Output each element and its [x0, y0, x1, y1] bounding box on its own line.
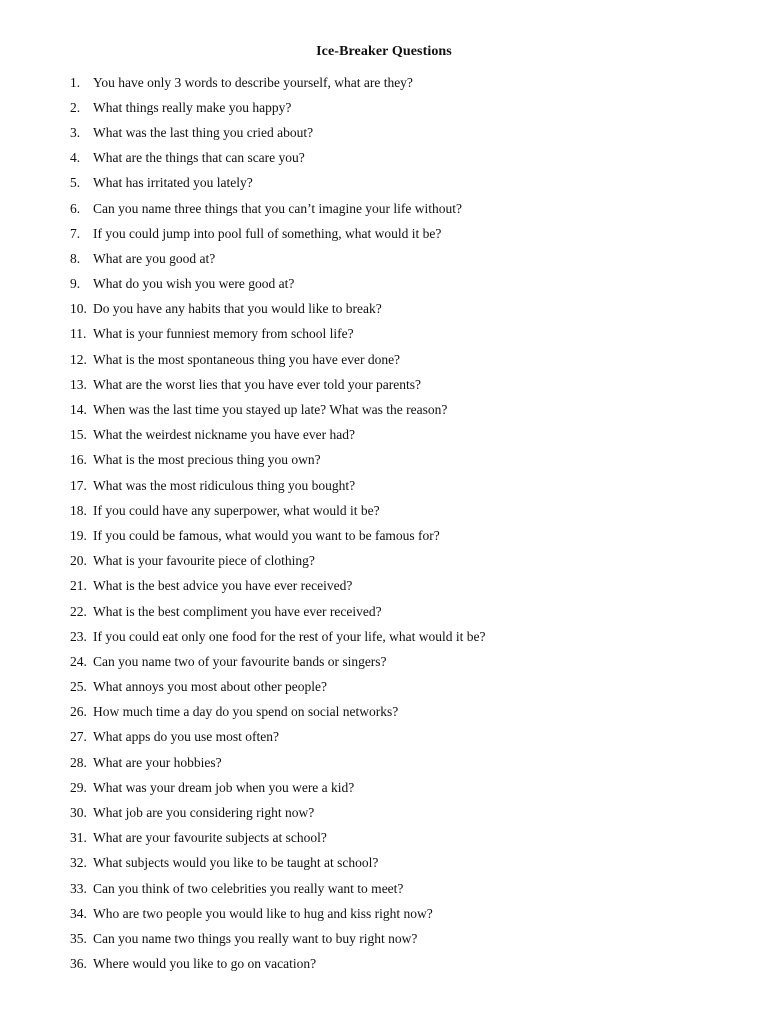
question-number: 3.	[70, 124, 81, 140]
question-text: What is the best compliment you have ever received?	[93, 603, 382, 619]
question-number: 33.	[70, 880, 87, 896]
question-item	[70, 725, 750, 750]
question-item	[70, 120, 750, 145]
question-item	[70, 423, 750, 448]
question-item	[70, 926, 750, 951]
question-item	[70, 876, 750, 901]
question-text: What are your hobbies?	[93, 754, 222, 770]
question-number: 22.	[70, 603, 87, 619]
question-number: 13.	[70, 376, 87, 392]
question-text: If you could have any superpower, what would it be?	[93, 502, 380, 518]
question-number: 16.	[70, 452, 87, 468]
question-item	[70, 750, 750, 775]
question-number: 21.	[70, 578, 87, 594]
question-number: 23.	[70, 628, 87, 644]
question-number: 9.	[70, 276, 81, 292]
question-number: 2.	[70, 99, 81, 115]
question-item	[70, 775, 750, 800]
question-number: 32.	[70, 855, 87, 871]
question-number: 11.	[70, 326, 87, 342]
question-item	[70, 574, 750, 599]
question-item	[70, 952, 750, 977]
question-number: 35.	[70, 930, 87, 946]
question-text: What was your dream job when you were a kid?	[93, 779, 355, 795]
question-item	[70, 901, 750, 926]
question-text: How much time a day do you spend on social networks?	[93, 704, 399, 720]
question-text: What are the worst lies that you have ever told your parents?	[93, 376, 422, 392]
question-number: 4.	[70, 150, 81, 166]
question-text: What are the things that can scare you?	[93, 150, 305, 166]
question-number: 18.	[70, 502, 87, 518]
question-list	[70, 70, 750, 977]
question-text: What annoys you most about other people?	[93, 679, 327, 695]
question-item	[70, 171, 750, 196]
question-text: Can you think of two celebrities you really want to meet?	[93, 880, 404, 896]
question-item	[70, 272, 750, 297]
question-text: Can you name two things you really want to buy right now?	[93, 930, 418, 946]
question-number: 34.	[70, 905, 87, 921]
question-number: 1.	[70, 74, 81, 90]
question-text: What is the most spontaneous thing you have ever done?	[93, 351, 401, 367]
question-item	[70, 800, 750, 825]
question-item	[70, 196, 750, 221]
question-item	[70, 372, 750, 397]
question-item	[70, 523, 750, 548]
question-text: Where would you like to go on vacation?	[93, 956, 317, 972]
document-title: Ice-Breaker Questions	[316, 44, 452, 59]
question-number: 14.	[70, 402, 87, 418]
question-text: What is your funniest memory from school life?	[93, 326, 354, 342]
question-item	[70, 95, 750, 120]
question-item	[70, 297, 750, 322]
question-number: 6.	[70, 200, 81, 216]
question-text: What things really make you happy?	[93, 99, 292, 115]
question-text: What was the most ridiculous thing you bought?	[93, 477, 356, 493]
question-item	[70, 448, 750, 473]
question-number: 29.	[70, 779, 87, 795]
question-number: 25.	[70, 679, 87, 695]
question-text: Who are two people you would like to hug and kiss right now?	[93, 905, 433, 921]
question-number: 19.	[70, 527, 87, 543]
question-text: What are you good at?	[93, 250, 216, 266]
question-number: 24.	[70, 653, 87, 669]
question-text: If you could eat only one food for the rest of your life, what would it be?	[93, 628, 486, 644]
question-item	[70, 624, 750, 649]
question-number: 5.	[70, 175, 81, 191]
question-item	[70, 397, 750, 422]
question-number: 8.	[70, 250, 81, 266]
question-number: 10.	[70, 301, 87, 317]
question-item	[70, 347, 750, 372]
question-text: What is the most precious thing you own?	[93, 452, 321, 468]
question-text: What job are you considering right now?	[93, 805, 315, 821]
question-item	[70, 549, 750, 574]
question-text: If you could be famous, what would you want to be famous for?	[93, 527, 440, 543]
question-text: What has irritated you lately?	[93, 175, 253, 191]
question-text: Can you name three things that you can’t imagine your life without?	[93, 200, 463, 216]
question-text: What is your favourite piece of clothing?	[93, 553, 315, 569]
question-item	[70, 700, 750, 725]
question-item	[70, 246, 750, 271]
question-number: 17.	[70, 477, 87, 493]
question-item	[70, 473, 750, 498]
question-number: 27.	[70, 729, 87, 745]
question-item	[70, 851, 750, 876]
question-number: 31.	[70, 830, 87, 846]
question-item	[70, 146, 750, 171]
question-text: What the weirdest nickname you have ever had?	[93, 427, 356, 443]
question-text: What apps do you use most often?	[93, 729, 279, 745]
question-item	[70, 221, 750, 246]
question-number: 12.	[70, 351, 87, 367]
question-item	[70, 599, 750, 624]
question-text: What was the last thing you cried about?	[93, 124, 314, 140]
question-number: 7.	[70, 225, 81, 241]
question-item	[70, 322, 750, 347]
question-item	[70, 498, 750, 523]
question-text: What do you wish you were good at?	[93, 276, 295, 292]
question-item	[70, 70, 750, 95]
question-text: What are your favourite subjects at school?	[93, 830, 327, 846]
question-number: 20.	[70, 553, 87, 569]
question-text: What subjects would you like to be taught at school?	[93, 855, 379, 871]
question-number: 26.	[70, 704, 87, 720]
question-number: 15.	[70, 427, 87, 443]
question-item	[70, 826, 750, 851]
question-text: If you could jump into pool full of something, what would it be?	[93, 225, 442, 241]
question-item	[70, 675, 750, 700]
question-text: Can you name two of your favourite bands or singers?	[93, 653, 387, 669]
question-text: You have only 3 words to describe yourself, what are they?	[93, 74, 413, 90]
question-item	[70, 649, 750, 674]
question-number: 30.	[70, 805, 87, 821]
question-text: What is the best advice you have ever received?	[93, 578, 353, 594]
question-number: 28.	[70, 754, 87, 770]
question-number: 36.	[70, 956, 87, 972]
question-text: Do you have any habits that you would like to break?	[93, 301, 382, 317]
question-text: When was the last time you stayed up late? What was the reason?	[93, 402, 448, 418]
